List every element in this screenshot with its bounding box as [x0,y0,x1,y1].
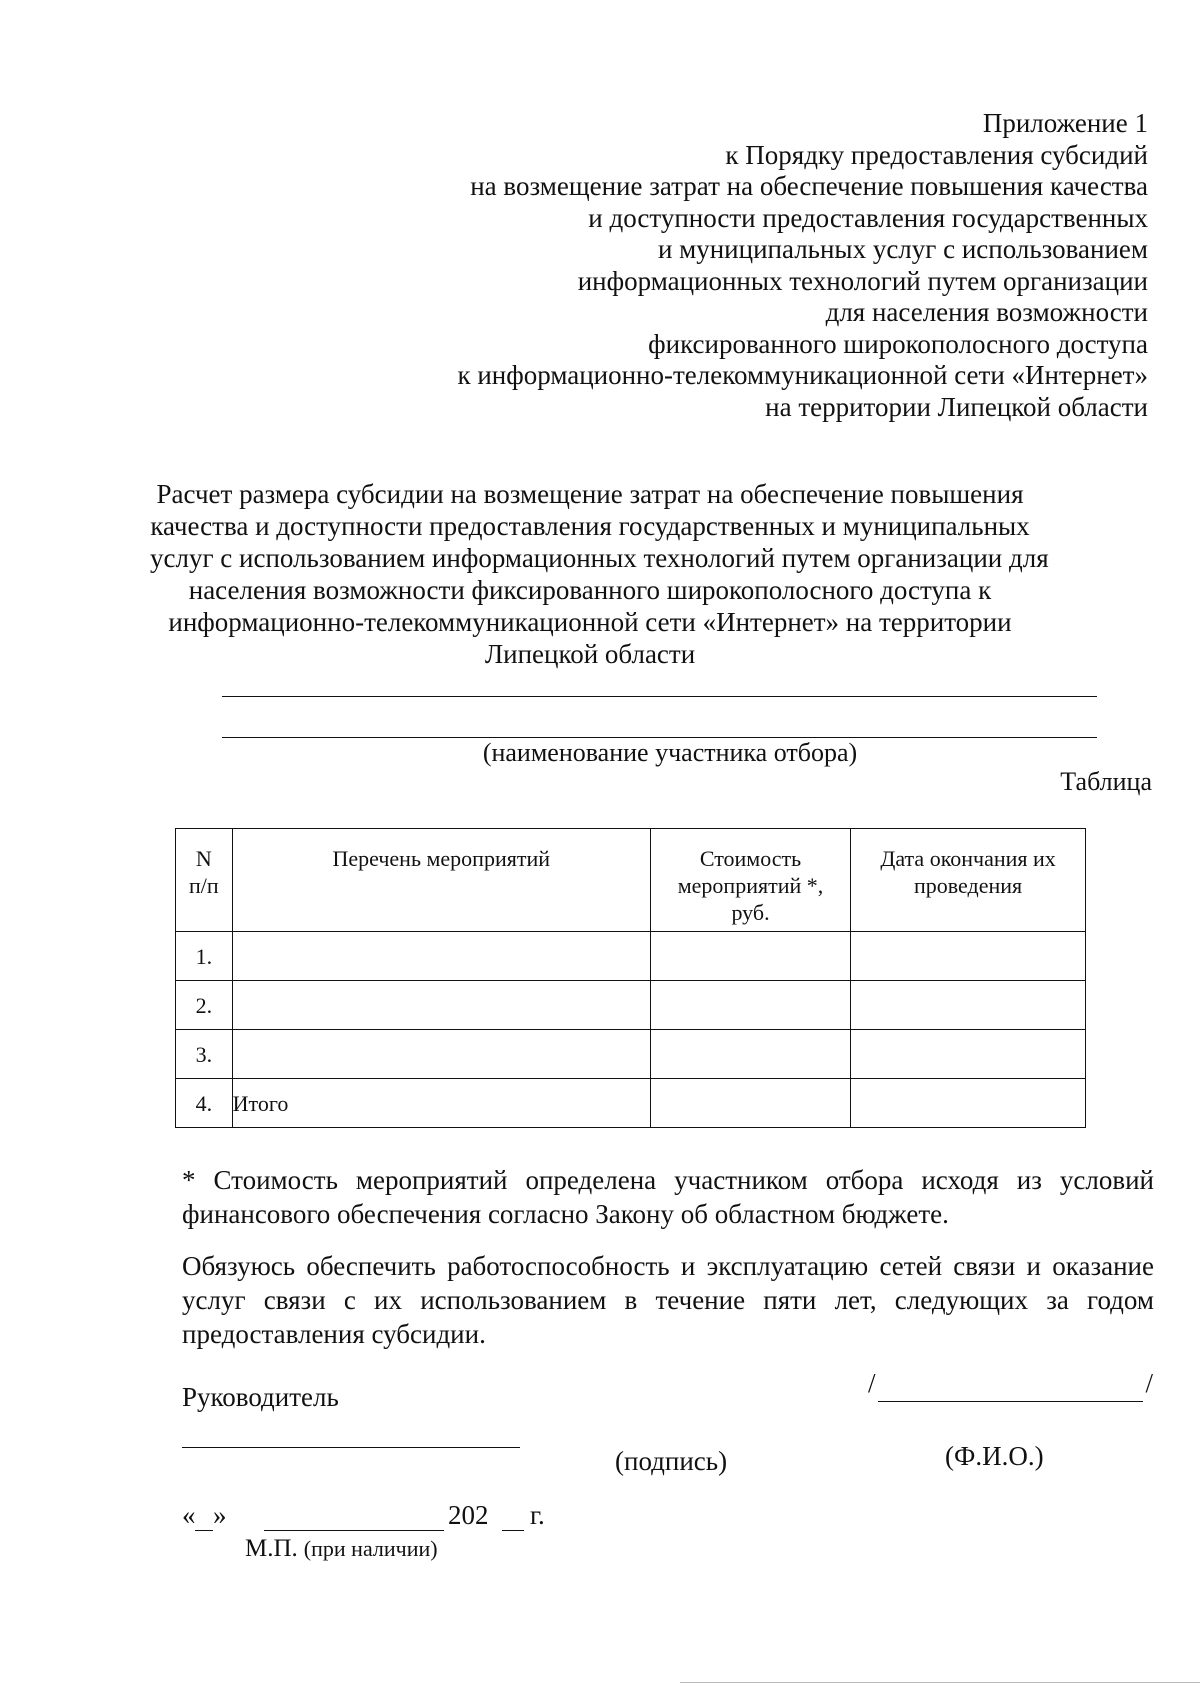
appendix-header [348,108,1148,423]
event-cell [232,1030,650,1079]
fio-caption: (Ф.И.О.) [945,1441,1044,1471]
manager-label: Руководитель [182,1382,339,1412]
appendix-header-line: к Порядку предоставления субсидий [725,139,1148,170]
stamp-label: М.П. [245,1535,298,1562]
title-line: услуг с использованием информационных технологий путем организации для [150,543,1049,573]
events-table [175,828,1086,1128]
participant-name-caption: (наименование участника отбора) [482,738,858,767]
cost-cell [650,1030,850,1079]
event-cell [232,981,650,1030]
cost-cell [650,932,850,981]
row-number: 2. [176,981,233,1030]
appendix-header-line: фиксированного широкополосного доступа [648,328,1148,359]
end-date-cell [851,932,1086,981]
year-suffix: г. [530,1500,545,1530]
appendix-header-line: на возмещение затрат на обеспечение повышения качества [470,171,1148,201]
appendix-header-line: к информационно-телекоммуникационной сети «Интернет» [457,360,1148,390]
row-number: 3. [176,1030,233,1079]
date-field [182,1500,582,1534]
cost-cell [650,1079,850,1128]
appendix-header-line: информационных технологий путем организации [577,265,1148,296]
document-title [150,478,1049,670]
title-line: населения возможности фиксированного широкополосного доступа к [188,575,992,605]
year-blank [502,1530,524,1531]
appendix-header-line: для населения возможности [825,297,1148,327]
end-date-cell [851,1079,1086,1128]
header-end-date: Дата окончания их проведения [851,829,1086,932]
row-number: 1. [176,932,233,981]
title-line: информационно-телекоммуникационной сети «Интернет» на территории [168,607,1012,637]
slash-left: / [868,1368,876,1398]
quote-open: « [182,1500,196,1530]
event-cell [232,932,650,981]
fio-underline [878,1401,1143,1402]
header-num: N п/п [176,829,233,932]
quote-close: » [213,1500,227,1530]
participant-name-line [222,696,1097,697]
table-row [176,932,1086,981]
table-row [176,981,1086,1030]
end-date-cell [851,981,1086,1030]
cost-cell [650,981,850,1030]
signature-line [182,1447,520,1448]
fio-field [868,1366,1153,1402]
row-number: 4. [176,1079,233,1128]
appendix-header-line: и доступности предоставления государственных [588,202,1148,233]
slash-right: / [1145,1368,1153,1398]
signature-caption: (подпись) [615,1446,728,1476]
total-label: Итого [232,1079,650,1128]
header-events: Перечень мероприятий [232,829,650,932]
year-prefix: 202 [448,1500,489,1530]
appendix-header-line: на территории Липецкой области [765,391,1148,422]
day-blank [195,1530,213,1531]
header-cost: Стоимость мероприятий *, руб. [650,829,850,932]
stamp-qualifier: (при наличии) [303,1536,438,1561]
table-label: Таблица [1060,767,1152,796]
table-row [176,1030,1086,1079]
title-line: качества и доступности предоставления государственных и муниципальных [150,511,1030,541]
title-line: Расчет размера субсидии на возмещение затрат на обеспечение повышения [156,479,1024,509]
obligation-statement: Обязуюсь обеспечить работоспособность и эксплуатацию сетей связи и оказание услуг связи с их использованием в течение пяти лет, следующих за годом предоставления субсидии. [182,1251,1154,1349]
page-bottom-rule [680,1682,1200,1683]
stamp-note [245,1535,438,1563]
title-line: Липецкой области [484,639,696,669]
table-header-row [176,829,1086,932]
end-date-cell [851,1030,1086,1079]
table-row-total [176,1079,1086,1128]
appendix-number: Приложение 1 [982,108,1148,138]
cost-footnote: * Стоимость мероприятий определена участником отбора исходя из условий финансового обеспечения согласно Закону об областном бюджете. [182,1165,1154,1229]
month-blank [264,1530,444,1531]
appendix-header-line: и муниципальных услуг с использованием [657,234,1148,264]
